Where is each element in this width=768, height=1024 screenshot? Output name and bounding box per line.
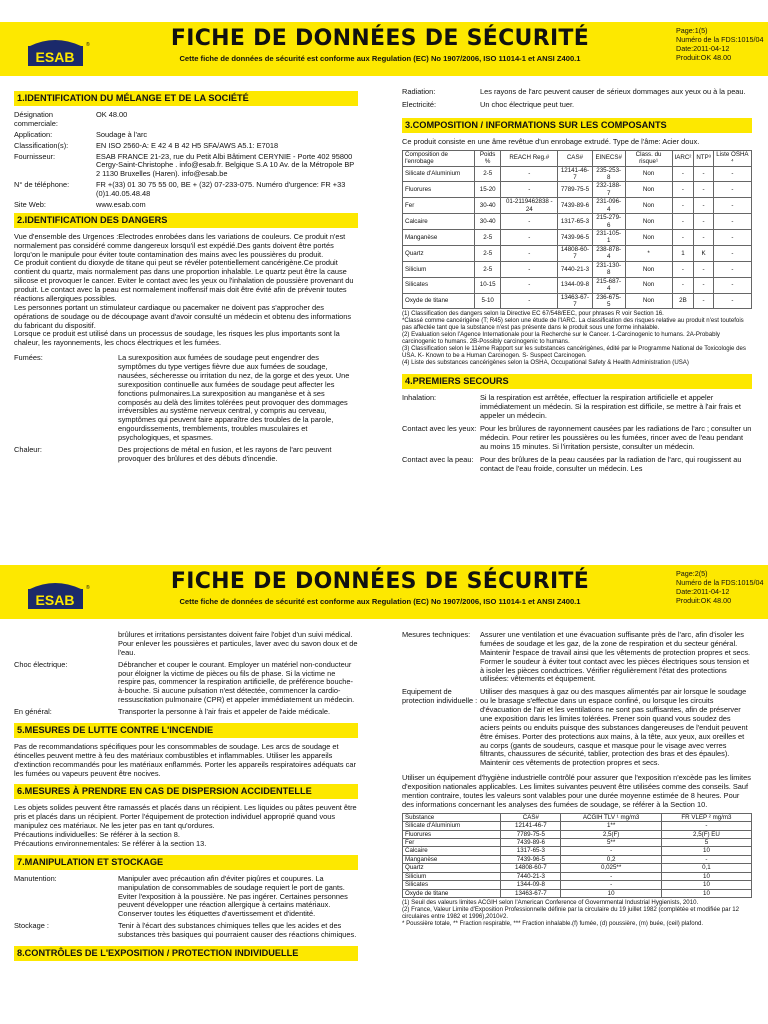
table-cell: 1** — [561, 822, 662, 830]
table-cell: - — [672, 261, 694, 277]
column-header: FR VLEP ² mg/m3 — [661, 813, 751, 821]
table-cell: - — [672, 277, 694, 293]
field-row — [402, 456, 752, 474]
table-cell: - — [672, 214, 694, 230]
table-cell: - — [561, 847, 662, 855]
table-cell: 236-675-5 — [592, 293, 625, 309]
table-cell: Non — [625, 293, 672, 309]
field-row — [402, 631, 752, 684]
field-row — [14, 111, 358, 129]
table-header-row — [403, 813, 752, 821]
meta-page: Page:2(5) — [676, 569, 708, 578]
field-label: Manutention: — [14, 873, 57, 883]
table-cell: 7439-96-5 — [558, 230, 593, 246]
table-cell: Silicate d'Aluminium — [403, 822, 501, 830]
table-cell: 7439-96-5 — [501, 855, 561, 863]
page1-right-column — [402, 88, 752, 475]
table-cell: 30-40 — [474, 214, 501, 230]
table-cell: Non — [625, 230, 672, 246]
table-cell: 0,2 — [561, 855, 662, 863]
table-row — [403, 245, 752, 261]
field-value: Si la respiration est arrêtée, effectuer la respiration artificielle et appeler immédiatement un médecin. Si la respiration est difficile, se mettre à l'air frais et appeler un médecin. — [480, 393, 741, 421]
field-value: Soudage à l'arc — [96, 129, 148, 139]
paragraph: Ce produit consiste en une âme revêtue d'un enrobage extrudé. Type de l'âme: Acier doux. — [402, 136, 700, 146]
table-cell: - — [672, 198, 694, 214]
field-label: Site Web: — [14, 199, 46, 209]
table-cell: 7439-89-6 — [501, 838, 561, 846]
field-value: Manipuler avec précaution afin d'éviter piqûres et coupures. La manipulation de consommables de soudage requiert le port de gants. Eviter l'exposition à la poussière. Ne pas ingérer. Certaines personnes peuvent développer une réaction allergique à certains matériaux. Conserver toutes les étiquettes d'avertissement et d'identité. — [118, 873, 348, 919]
field-label: En général: — [14, 707, 52, 716]
field-row — [402, 688, 752, 768]
table-cell: - — [694, 182, 713, 198]
table-cell: 15-20 — [474, 182, 501, 198]
table-cell: K — [694, 245, 713, 261]
meta-date: Date:2011-04-12 — [676, 44, 730, 53]
table-cell: - — [661, 822, 751, 830]
table-row — [403, 838, 752, 846]
table-cell: - — [694, 230, 713, 246]
table-row — [403, 261, 752, 277]
table-cell: 2B — [672, 293, 694, 309]
field-label: Désignation commerciale: — [14, 110, 58, 128]
table-cell: Oxyde de titane — [403, 889, 501, 897]
document-meta — [676, 26, 764, 62]
table-cell: 12141-46-7 — [558, 166, 593, 182]
table-cell: 215-279-6 — [592, 214, 625, 230]
table-cell: 1344-09-8 — [501, 881, 561, 889]
table-cell: Fluorures — [403, 182, 475, 198]
table-cell: Silicates — [403, 881, 501, 889]
note: (1) Seuil des valeurs limites ACGIH selon l'American Conference of Governmental Industrial Hygienists, 2010. — [402, 899, 699, 906]
table-row — [403, 889, 752, 897]
column-header: CAS# — [558, 150, 593, 166]
column-header: Class. du risque¹ — [625, 150, 672, 166]
table-cell: - — [713, 198, 751, 214]
table-cell: Silicium — [403, 872, 501, 880]
field-row — [402, 88, 752, 97]
column-header: Liste OSHA ⁴ — [713, 150, 751, 166]
text-line: Précautions individuelles: Se référer à la section 8. — [14, 830, 180, 840]
table-cell: - — [713, 245, 751, 261]
table-cell: 2-5 — [474, 245, 501, 261]
paragraph: Pas de recommandations spécifiques pour les consommables de soudage. Les arcs de soudage et étincelles peuvent mettre à feu des matériaux combustibles et inflammables. Utiliser les appareils d'extinction recommandés pour les matériaux enflammés. Porter les appareils respiratoires adéquats car les fumées ou vapeurs peuvent être nocives. — [14, 741, 356, 778]
table-cell: 7789-75-5 — [501, 830, 561, 838]
table-cell: - — [501, 182, 558, 198]
table-cell: 215-687-4 — [592, 277, 625, 293]
table-cell: 231-096-4 — [592, 198, 625, 214]
table-cell: 238-878-4 — [592, 245, 625, 261]
section-5-title: 5.MESURES DE LUTTE CONTRE L'INCENDIE — [14, 723, 358, 738]
table-cell: Quartz — [403, 245, 475, 261]
table-cell: 10 — [661, 881, 751, 889]
meta-page: Page:1(5) — [676, 26, 708, 35]
table-cell: Non — [625, 166, 672, 182]
column-header: Poids % — [474, 150, 501, 166]
field-value: Les rayons de l'arc peuvent causer de sérieux dommages aux yeux ou à la peau. — [480, 87, 746, 96]
field-value: Des projections de métal en fusion, et les rayons de l'arc peuvent provoquer des brûlures et des débuts d'incendie. — [118, 444, 332, 463]
table-cell: Non — [625, 214, 672, 230]
table-cell: Calcaire — [403, 214, 475, 230]
table-cell: Non — [625, 261, 672, 277]
table-notes — [402, 310, 752, 366]
table-cell: 2,5(F) — [561, 830, 662, 838]
composition-table — [402, 150, 752, 310]
paragraph: Les objets solides peuvent être ramassés et placés dans un récipient. Les liquides ou pâtes peuvent être pris et placés dans un récipient. Porter l'équipement de protection individuel approprié quand vous manipulez ces matériaux. Ne les jeter pas en tant qu'ordures. — [14, 803, 357, 831]
table-cell: 235-253-8 — [592, 166, 625, 182]
note: (4) Liste des substances cancérigènes selon la OSHA, Occupational Safety & Health Administration (USA) — [402, 359, 689, 367]
table-cell: Silicate d'Aluminium — [403, 166, 475, 182]
column-header: CAS# — [501, 813, 561, 821]
section-4-title: 4.PREMIERS SECOURS — [402, 374, 752, 389]
table-cell: - — [694, 198, 713, 214]
table-cell: - — [713, 182, 751, 198]
table-cell: 5** — [561, 838, 662, 846]
section-1-title: 1.IDENTIFICATION DU MÉLANGE ET DE LA SOCIÉTÉ — [14, 91, 358, 106]
column-header: Substance — [403, 813, 501, 821]
table-cell: - — [713, 261, 751, 277]
field-label: Fumées: — [14, 353, 43, 363]
field-label: N° de téléphone: — [14, 180, 70, 190]
table-cell: - — [694, 261, 713, 277]
field-row — [14, 131, 358, 140]
table-cell: 1 — [672, 245, 694, 261]
field-value: Tenir à l'écart des substances chimiques telles que les acides et des substances très basiques qui pourraient causer des réactions chimiques. — [118, 921, 357, 940]
field-value: ESAB FRANCE 21-23, rue du Petit Albi Bâtiment CERYNIE - Porte 402 95800 Cergy-Saint-Christophe . info@esab.fr. Belgique S.A 10 Av. de la Métropole BP 2 1130 Bruxelles (Haren). info@esab.be — [96, 151, 355, 179]
table-cell: - — [694, 214, 713, 230]
table-row — [403, 872, 752, 880]
field-label: Stockage : — [14, 921, 49, 931]
table-cell: Oxyde de titane — [403, 293, 475, 309]
table-cell: 01-2119462838 - 24 — [501, 198, 558, 214]
paragraph: Vue d'ensemble des Urgences :Electrodes enrobées dans les variations de couleurs. Ce produit n'est normalement pas considéré comme dangereux lorsqu'il est expédié.Des gants doivent être portés lorqu'on le manipule pour éviter toute contamination des mains avec les poussières du produit. — [14, 231, 346, 259]
table-cell: 231-105-1 — [592, 230, 625, 246]
table-row — [403, 182, 752, 198]
section-2-title: 2.IDENTIFICATION DES DANGERS — [14, 213, 358, 228]
table-cell: 10 — [661, 872, 751, 880]
table-cell: - — [501, 261, 558, 277]
table-cell: Quartz — [403, 864, 501, 872]
table-cell: Non — [625, 277, 672, 293]
table-cell: 7440-21-3 — [501, 872, 561, 880]
field-value: Débrancher et couper le courant. Employer un matériel non-conducteur pour éloigner la victime de pièces ou fils de phase. Si la victime ne respire pas, commencer la respiration artificielle, de préférence bouche-à-bouche. Si aucune pulsation n'est détectée, commencer la cardio-ressuscitation pulmonaire (CPR) et appeler immédiatement un médecin. — [118, 659, 355, 705]
column-header: Composition de l'enrobage — [403, 150, 475, 166]
table-cell: - — [501, 293, 558, 309]
table-row — [403, 830, 752, 838]
table-cell: 1344-09-8 — [558, 277, 593, 293]
field-value: Un choc électrique peut tuer. — [480, 99, 575, 109]
table-cell: 0,025** — [561, 864, 662, 872]
field-label: Chaleur: — [14, 444, 42, 454]
document-title: FICHE DE DONNÉES DE SÉCURITÉ — [170, 26, 590, 51]
field-value: La surexposition aux fumées de soudage peut engendrer des symptômes du type vertiges fièvre due aux fumées de soudage, nausées, sécheresse ou irritation du nez, de la gorge et des yeux. Une surexposition continuelle aux fumées de soudage peut affecter les fonctions pulmonaires.La surexposition au manganèse et à ses composés au delà des limites tolérées peut provoquer des dommages irréversibles au système nerveux central, y compris au cerveau, symptômes qui peuvent faire apparaître des troubles de la parole, engourdissements, tremblements, troubles musculaires et psychologiques, et spasmes. — [118, 353, 350, 443]
table-row — [403, 166, 752, 182]
paragraph: Ce produit contient du dioxyde de titane qui peut se révéler potentiellement cancérigène.Ce produit contient du quartz, mais normalement pas dans une proportion inhalable. Le quartz peut être la cause silicose et provoquer le cancer. Eviter le contact avec les yeux ou l'inhalation de poussière provenant du produit. Le contact avec la peau est normalement inoffensif mais doit être évité afin de prévenir toutes réactions allergiques possibles. — [14, 258, 354, 303]
column-header: EINECS# — [592, 150, 625, 166]
field-label: Inhalation: — [402, 393, 437, 403]
field-label: Fournisseur: — [14, 151, 56, 161]
table-cell: - — [561, 881, 662, 889]
column-header: NTP³ — [694, 150, 713, 166]
section-6-title: 6.MESURES À PRENDRE EN CAS DE DISPERSION ACCIDENTELLE — [14, 784, 358, 799]
table-cell: Fer — [403, 838, 501, 846]
table-cell: 1317-65-3 — [501, 847, 561, 855]
field-value: FR +(33) 01 30 75 55 00, BE + (32) 07-233-075. Numéro d'urgence: FR +33 (0)1.40.05.48.48 — [96, 180, 346, 199]
table-cell: 30-40 — [474, 198, 501, 214]
table-cell: Silicium — [403, 261, 475, 277]
text-line: Précautions environnementales: Se référer à la section 13. — [14, 838, 207, 848]
field-row — [14, 661, 358, 705]
table-cell: 7439-89-6 — [558, 198, 593, 214]
field-value: EN ISO 2560-A: E 42 4 B 42 H5 SFA/AWS A5.1: E7018 — [96, 140, 279, 150]
table-body — [403, 166, 752, 309]
table-cell: 10 — [661, 889, 751, 897]
column-header: REACH Reg.# — [501, 150, 558, 166]
section-7-title: 7.MANIPULATION ET STOCKAGE — [14, 855, 358, 870]
table-row — [403, 277, 752, 293]
table-cell: 14808-60-7 — [501, 864, 561, 872]
table-cell: - — [501, 245, 558, 261]
column-header: IARC² — [672, 150, 694, 166]
table-cell: - — [561, 872, 662, 880]
table-cell: - — [661, 855, 751, 863]
note: *Classé comme cancérigène (T; R45) selon une étude de l'IARC. La classification des risques relative au produit n'est toutefois pas affectée tant que la substance n'est pas présente dans le produit sous une forme inhalable. — [402, 317, 744, 332]
page-2 — [0, 565, 768, 1024]
meta-date: Date:2011-04-12 — [676, 587, 730, 596]
table-cell: 2-5 — [474, 166, 501, 182]
table-cell: Manganèse — [403, 230, 475, 246]
section-8-title: 8.CONTRÔLES DE L'EXPOSITION / PROTECTION INDIVIDUELLE — [14, 946, 358, 961]
table-row — [403, 293, 752, 309]
field-row — [14, 354, 358, 443]
table-cell: 7789-75-5 — [558, 182, 593, 198]
note: (2) Evaluation selon l'Agence Internationale pour la Recherche sur le Cancer. 1-Carcinogenic to humans. 2A-Probably carcinogenic to humans. 2B-Possibly carcinogenic to humans. — [402, 331, 720, 346]
table-cell: - — [501, 277, 558, 293]
field-value: Pour des brûlures de la peau causées par la radiation de l'arc, qui rougissent au contact de l'eau froide, consulter un médecin. Les — [480, 454, 742, 473]
field-row — [14, 446, 358, 464]
table-header-row — [403, 150, 752, 166]
field-label: Mesures techniques: — [402, 630, 471, 639]
table-cell: - — [672, 166, 694, 182]
table-cell: 232-188-7 — [592, 182, 625, 198]
field-label — [14, 631, 118, 658]
table-cell: Non — [625, 182, 672, 198]
meta-fds-number: Numéro de la FDS:1015/04 — [676, 35, 764, 44]
document-subtitle: Cette fiche de données de sécurité est conforme aux Regulation (EC) No 1907/2006, ISO 11014-1 et ANSI Z400.1 — [179, 54, 581, 63]
table-cell: - — [672, 230, 694, 246]
table-cell: - — [672, 182, 694, 198]
section-3-title: 3.COMPOSITION / INFORMATIONS SUR LES COMPOSANTS — [402, 118, 752, 133]
table-cell: Fluorures — [403, 830, 501, 838]
field-row — [14, 922, 358, 940]
page-header — [0, 22, 768, 76]
paragraph: Utiliser un équipement d'hygiène industrielle contrôlé pour assurer que l'exposition n'excède pas les limites d'exposition nationales applicables. Les limites suivantes peuvent être utilisées comme des conseils. Sauf mention contraire, toutes les valeurs sont valables pour une durée moyenne estimée de 8 heures. Pour des informations concernant les analyses des fumées de soudage, se référer à la Section 10. — [402, 773, 751, 809]
table-cell: - — [713, 166, 751, 182]
document-title: FICHE DE DONNÉES DE SÉCURITÉ — [170, 569, 590, 594]
table-row — [403, 881, 752, 889]
paragraph: Lorsque ce produit est utilisé dans un processus de soudage, les risques les plus importants sont la chaleur, les rayonnements, les chocs électriques et les fumées. — [14, 329, 340, 348]
meta-fds-number: Numéro de la FDS:1015/04 — [676, 578, 764, 587]
table-cell: - — [713, 230, 751, 246]
table-cell: 10 — [561, 889, 662, 897]
page2-left-column — [14, 631, 358, 966]
field-row — [14, 142, 358, 151]
field-label: Contact avec les yeux: — [402, 424, 477, 434]
website-link[interactable]: www.esab.com — [96, 199, 146, 209]
field-value: Utiliser des masques à gaz ou des masques alimentés par air lorsque le soudage ou le brasage s'effectue dans un espace confiné, ou lorsque les circuits d'évacuation de l'air et les ventilations ne sont pas suffisantes, afin de préserver une exposition dans les limites tolérées. Prener soin quand vous soudez des aciers peints ou enduits puisque des substances dangereuses de l'enduit peuvent être émises. Porter des protections aux mains, à la tête, aux yeux, aux oreilles et au corps (gants de soudeurs, casque et masque pour le visage avec verres filtrants, chaussures de sécurité, tablier, protection des bras et des épaules). Maintenir ces vêtements de protection propres et secs. — [480, 687, 748, 768]
table-cell: 14808-60-7 — [558, 245, 593, 261]
table-cell: 5-10 — [474, 293, 501, 309]
field-label: Equipement de protection individuelle : — [402, 687, 478, 706]
table-cell: - — [501, 230, 558, 246]
field-value: Pour les brûlures de rayonnement causées par les radiations de l'arc ; consulter un médecin. Pour retirer les poussières ou les fumées, rincer avec de l'eau pendant au moins 15 minutes. Si l'irritation persiste, consulter un médecin. — [480, 424, 752, 451]
table-cell: Manganèse — [403, 855, 501, 863]
table-cell: - — [501, 214, 558, 230]
table-cell: - — [694, 277, 713, 293]
table-cell: - — [713, 214, 751, 230]
table-cell: 12141-46-7 — [501, 822, 561, 830]
paragraph: Les personnes portant un stimulateur cardiaque ou pacemaker ne doivent pas s'approcher des opérations de soudage ou de découpage avant d'avoir consulté un médecin et obtenu des informations du fabricant du dispositif. — [14, 302, 352, 330]
table-notes — [402, 899, 752, 927]
table-cell: - — [713, 293, 751, 309]
note: (1) Classification des dangers selon la Directive EC 67/548/EEC, pour phrases R voir Section 16. — [402, 310, 664, 318]
table-cell: 2-5 — [474, 230, 501, 246]
esab-logo-icon — [28, 575, 83, 609]
field-label: Contact avec la peau: — [402, 454, 474, 464]
table-cell: 5 — [661, 838, 751, 846]
registered-mark: ® — [86, 585, 90, 591]
table-cell: 231-130-8 — [592, 261, 625, 277]
registered-mark: ® — [86, 42, 90, 48]
exposure-limits-table — [402, 813, 752, 898]
table-row — [403, 855, 752, 863]
field-row — [14, 875, 358, 919]
table-cell: * — [625, 245, 672, 261]
field-value: Transporter la personne à l'air frais et appeler de l'aide médicale. — [118, 707, 331, 716]
table-cell: 7440-21-3 — [558, 261, 593, 277]
table-cell: - — [694, 166, 713, 182]
table-row — [403, 198, 752, 214]
note: * Poussière totale, ** Fraction respirable, *** Fraction inhalable.(f) fumée, (d) poussière, (m) buée, (ceil) plafond. — [402, 920, 704, 927]
table-row — [403, 214, 752, 230]
field-row — [14, 181, 358, 199]
field-value: Assurer une ventilation et une évacuation suffisante près de l'arc, afin d'isoler les fumées de soudage et les gaz, de la zone de respiration et du secteur général. Maintenir l'espace de travail ainsi que les vêtements de protection propres et secs. Former le soudeur à éviter tout contact avec les pièces électriques sous tension et à isoler les pièces conductrices. Vérifier régulièrement l'état des protections utilisées: vêtements et équipement. — [480, 630, 751, 684]
table-cell: Silicates — [403, 277, 475, 293]
table-cell: - — [694, 293, 713, 309]
table-row — [403, 822, 752, 830]
table-cell: 1317-65-3 — [558, 214, 593, 230]
field-label: Application: — [14, 129, 53, 139]
column-header: ACGIH TLV ¹ mg/m3 — [561, 813, 662, 821]
note: (2) France, Valeur Limite d'Exposition Professionnelle définie par la circulaire du 19 juillet 1982 (complétée et modifiée par 12 circulaires entre 1982 et 1996),2010#2. — [402, 906, 740, 920]
field-row — [14, 153, 358, 180]
table-cell: 13463-67-7 — [558, 293, 593, 309]
field-label: Choc électrique: — [14, 659, 68, 669]
table-row — [403, 864, 752, 872]
document-meta — [676, 569, 764, 605]
field-row — [14, 631, 358, 658]
field-row — [402, 425, 752, 452]
field-value: brûlures et irritations persistantes doivent faire l'objet d'un suivi médical. Pour enlever les poussières et particules, laver avec du savon doux et de l'eau. — [118, 630, 358, 657]
field-label: Classification(s): — [14, 140, 69, 150]
table-cell: Non — [625, 198, 672, 214]
table-cell: 0,1 — [661, 864, 751, 872]
esab-logo-icon — [28, 32, 83, 66]
table-cell: 2,5(F) EU — [661, 830, 751, 838]
table-row — [403, 847, 752, 855]
table-cell: - — [501, 166, 558, 182]
page-header — [0, 565, 768, 619]
svg-text:ESAB: ESAB — [35, 592, 75, 608]
field-row — [402, 394, 752, 421]
meta-product: Produit:OK 48.00 — [676, 596, 732, 605]
field-row — [14, 708, 358, 717]
table-cell: Calcaire — [403, 847, 501, 855]
table-row — [403, 230, 752, 246]
table-cell: 2-5 — [474, 261, 501, 277]
field-label: Radiation: — [402, 87, 436, 96]
document-subtitle: Cette fiche de données de sécurité est conforme aux Regulation (EC) No 1907/2006, ISO 11014-1 et ANSI Z400.1 — [179, 597, 581, 606]
table-cell: 10 — [661, 847, 751, 855]
table-cell: 10-15 — [474, 277, 501, 293]
note: (3) Classification selon le 11ème Rapport sur les substances cancérigènes, édité par le Programme National de Toxicologie des USA. K- Known to be a Human Carcinogen. S- Suspect Carcinogen. — [402, 345, 746, 360]
table-body — [403, 822, 752, 898]
meta-product: Produit:OK 48.00 — [676, 53, 732, 62]
table-cell: Fer — [403, 198, 475, 214]
svg-text:ESAB: ESAB — [35, 49, 75, 65]
table-cell: - — [713, 277, 751, 293]
field-row — [402, 101, 752, 110]
page2-right-column — [402, 631, 752, 927]
field-value: OK 48.00 — [96, 110, 128, 120]
page1-left-column — [14, 88, 358, 466]
field-label: Electricité: — [402, 99, 437, 109]
table-cell: 13463-67-7 — [501, 889, 561, 897]
field-row — [14, 201, 358, 210]
